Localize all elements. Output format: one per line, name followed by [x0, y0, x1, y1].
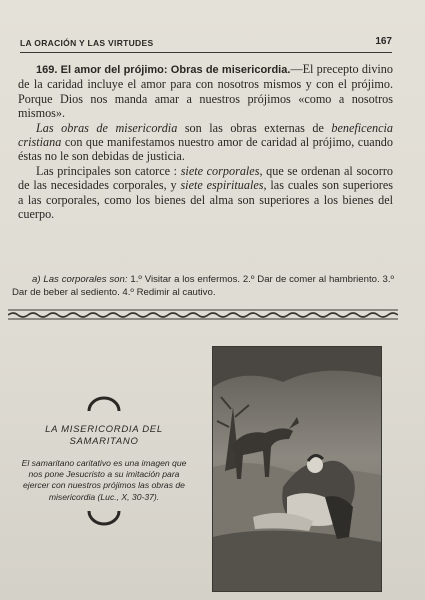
- paragraph-charity-precept: [18, 62, 393, 121]
- good-samaritan-engraving: [212, 346, 382, 592]
- paragraph-3-text-b: , que se ordenan al socorro de las necesidades corporales, y: [18, 163, 393, 193]
- ornament-arc-top: [86, 395, 122, 413]
- paragraph-3-text-a: Las principales son catorce :: [36, 163, 181, 178]
- decorative-rule: [8, 308, 398, 320]
- running-head-title: LA ORACIÓN Y LAS VIRTUDES: [20, 38, 154, 48]
- paragraph-2-text-b: con que manifestamos nuestro amor de caridad al prójimo, cuando éstas no le son debidas de justicia.: [18, 135, 393, 164]
- term-works-of-mercy: Las obras de misericordia: [36, 120, 178, 135]
- page-number: 167: [375, 36, 392, 47]
- footnote: [12, 273, 394, 299]
- paragraph-2-text-a: son las obras externas de: [177, 120, 332, 135]
- term-seven-corporal: siete corporales: [180, 163, 260, 178]
- illustration-caption: [18, 395, 190, 532]
- paragraph-1-text: —El precepto divino de la caridad incluye el amor para con nosotros mismos y con el prójimo. Porque Dios nos manda amar a nuestros prójimos «como a nosotros mismos».: [18, 62, 393, 121]
- caption-text: El samaritano caritativo es una imagen que nos pone Jesucristo a su imitación para ejercer con nuestros prójimos las obras de misericordia (Luc., X, 30-37).: [21, 458, 187, 502]
- paragraph-works-of-mercy-definition: [18, 121, 393, 164]
- section-heading: 169. El amor del prójimo: Obras de misericordia.: [36, 64, 291, 76]
- footnote-text: 1.º Visitar a los enfermos. 2.º Dar de comer al hambriento. 3.º Dar de beber al sediento. 4.º Redimir al cautivo.: [12, 274, 395, 298]
- footnote-label: a) Las corporales son:: [32, 274, 128, 285]
- running-head: [20, 38, 392, 53]
- paragraph-fourteen-works: [18, 164, 393, 222]
- caption-title: LA MISERICORDIA DEL SAMARITANO: [45, 424, 163, 447]
- term-seven-spiritual: siete espirituales: [180, 178, 264, 193]
- paragraph-3-text-c: , las cuales son superiores a las corporales, como los bienes del alma son superiores a los bienes del cuerpo.: [18, 178, 394, 222]
- main-text: [18, 62, 393, 221]
- ornament-arc-bottom: [86, 509, 122, 527]
- term-christian-beneficence: beneficencia cristiana: [18, 120, 393, 150]
